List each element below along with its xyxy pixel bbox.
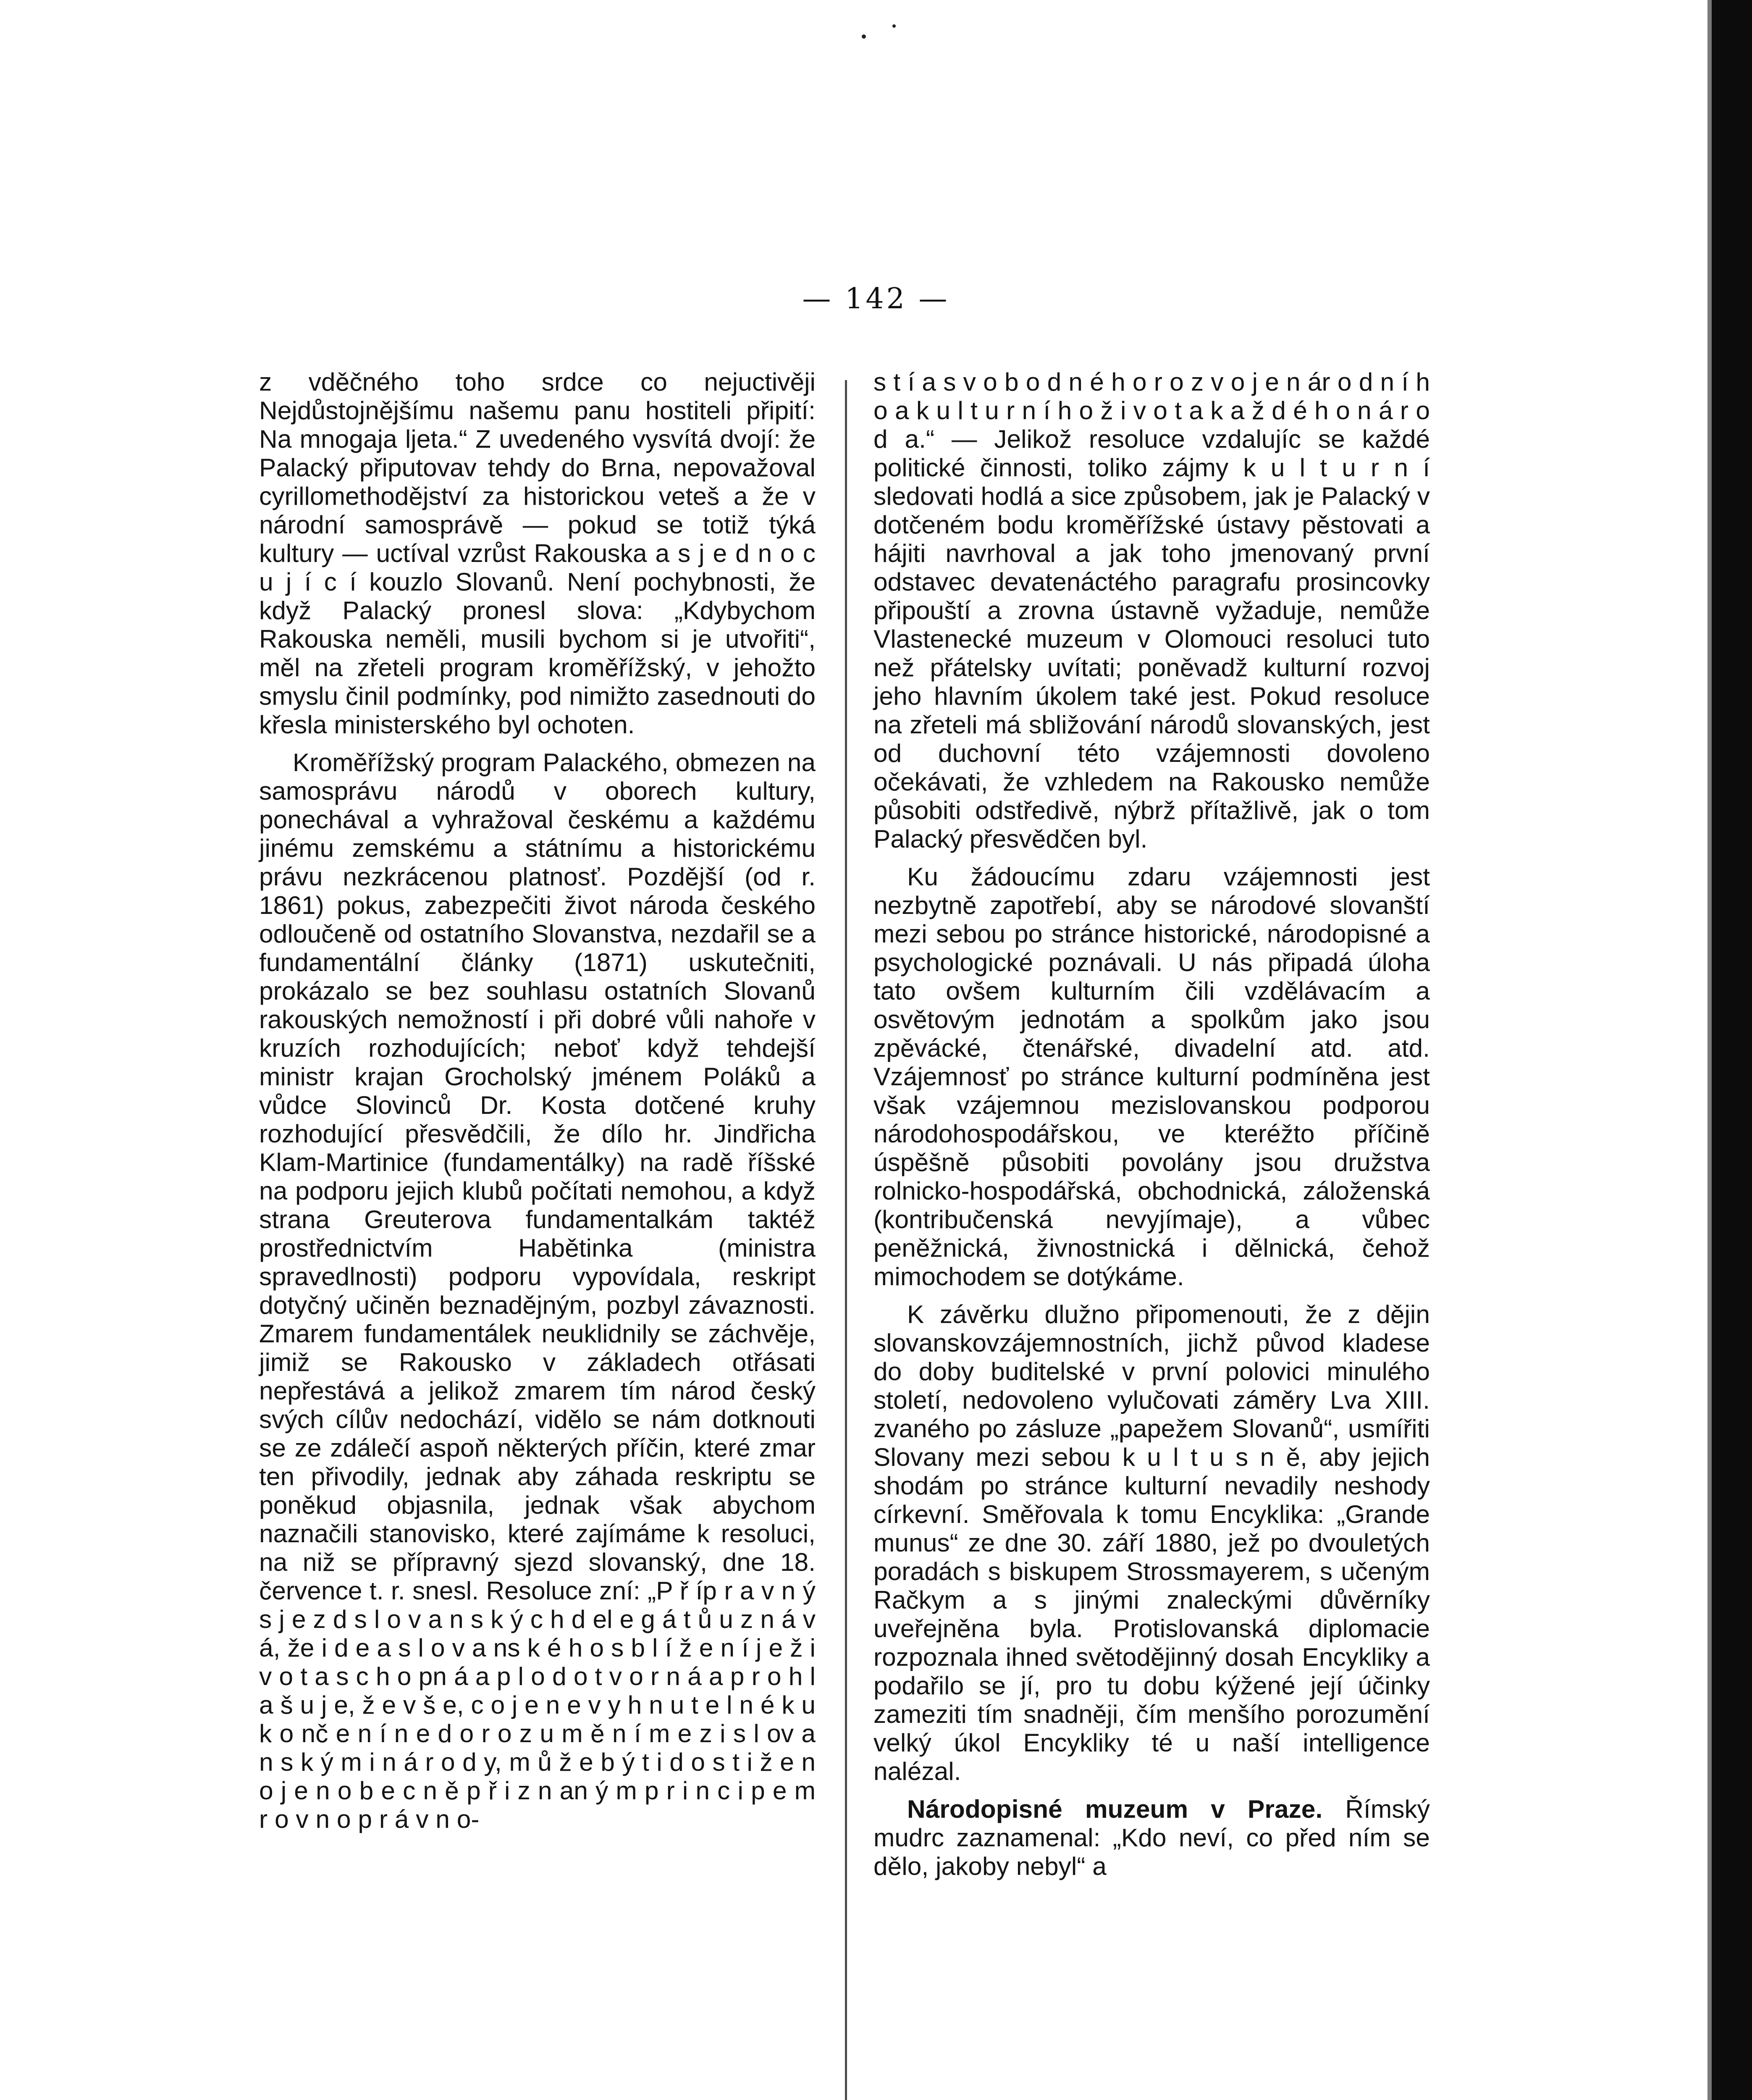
right-paragraph-2: Ku žádoucímu zdaru vzájemnosti jest nezbytně zapotřebí, aby se národové slovanští mezi sebou po stránce historické, národopisné a psychologické poznávali. U nás připadá úloha tato ovšem kulturním čili vzdělávacím a osvětovým jednotám a spolkům jako jsou zpěvácké, čtenářské, divadelní atd. atd. Vzájemnosť po stránce kulturní podmíněna jest však vzájemnou mezislovanskou podporou národohospodářskou, ve kteréžto příčině úspěšně působiti povolány jsou družstva rolnicko-hospodářská, obchodnická, záloženská (kontribučenská nevyjímaje), a vůbec peněžnická, živnostnická i dělnická, čehož mimochodem se dotýkáme. bbox=[873, 862, 1430, 1291]
right-column bbox=[873, 368, 1430, 1880]
section-text: Římský mudrc zaznamenal: „Kdo neví, co před ním se dělo, jakoby nebyl“ a bbox=[873, 1795, 1430, 1880]
scan-speck bbox=[862, 34, 866, 39]
right-paragraph-4 bbox=[873, 1795, 1430, 1880]
left-paragraph-2: Kroměřížský program Palackého, obmezen na samosprávu národů v oborech kultury, ponechával a vyhražoval českému a každému jinému zemskému a státnímu a historickému právu nezkrácenou platnosť. Pozdější (od r. 1861) pokus, zabezpečiti život národa českého odloučeně od ostatního Slovanstva, nezdařil se a fundamentální články (1871) uskutečniti, prokázalo se bez souhlasu ostatních Slovanů rakouských nemožností i při dobré vůli nahoře v kruzích rozhodujících; neboť když tehdejší ministr krajan Grocholský jménem Poláků a vůdce Slovinců Dr. Kosta dotčené kruhy rozhodující přesvědčili, že dílo hr. Jindřicha Klam-Martinice (fundamentálky) na radě říšské na podporu jejich klubů počítati nemohou, a když strana Greuterova fundamentalkám taktéž prostřednictvím Habětinka (ministra spravedlnosti) podporu vypovídala, reskript dotyčný učiněn beznadějným, pozbyl závaznosti. Zmarem fundamentálek neuklidnily se záchvěje, jimiž se Rakousko v základech otřásati nepřestává a jelikož zmarem tím národ český svých cílův nedochází, vidělo se nám dotknouti se ze zdálečí aspoň některých příčin, které zmar ten přivodily, jednak aby záhada reskriptu se poněkud objasnila, jednak však abychom naznačili stanovisko, které zajímáme k resoluci, na niž se přípravný sjezd slovanský, dne 18. července t. r. snesl. Resoluce zní: „P ř íp r a v n ý s j e z d s l o v a n s k ý c h d el e g á t ů u z n á v á, že i d e a s l o v a ns k é h o s b l í ž e n í j e ž i v o t a s c h o pn á a p l o d o t v o r n á a p r o h l a š u j e, ž e v š e, c o j e n e v y h n u t e l n é k u k o nč e n í n e d o r o z u m ě n í m e z i s l ov a n s k ý m i n á r o d y, m ů ž e b ý t i d o s t i ž e n o j e n o b e c n ě p ř i z n an ý m p r i n c i p e m r o v n o p r á v n o- bbox=[259, 748, 816, 1833]
right-paragraph-1: s t í a s v o b o d n é h o r o z v o j e n ár o d n í h o a k u l t u r n í h o ž i v o t a k a ž d é h o n á r o d a.“ — Jelikož resoluce vzdalujíc se každé politické činnosti, toliko zájmy k u l t u r n í sledovati hodlá a sice způsobem, jak je Palacký v dotčeném bodu kroměřížské ústavy pěstovati a hájiti navrhoval a jak toho jmenovaný první odstavec devatenáctého paragrafu prosincovky připouští a zrovna ústavně vyžaduje, nemůže Vlastenecké muzeum v Olomouci resoluci tuto než přátelsky uvítati; poněvadž kulturní rozvoj jeho hlavním úkolem také jest. Pokud resoluce na zřeteli má sbližování národů slovanských, jest od duchovní této vzájemnosti dovoleno očekávati, že vzhledem na Rakousko nemůže působiti odstředivě, nýbrž přítažlivě, jak o tom Palacký přesvědčen byl. bbox=[873, 368, 1430, 853]
left-paragraph-1: z vděčného toho srdce co nejuctivěji Nejdůstojnějšímu našemu panu hostiteli připití: Na mnogaja ljeta.“ Z uvedeného vysvítá dvojí: že Palacký připutovav tehdy do Brna, nepovažoval cyrillomethodějství za historickou veteš a že v národní samosprávě — pokud se totiž týká kultury — uctíval vzrůst Rakouska a s j e d n o c u j í c í kouzlo Slovanů. Není pochybnosti, že když Palacký pronesl slova: „Kdybychom Rakouska neměli, musili bychom si je utvořiti“, měl na zřeteli program kroměřížský, v jehožto smyslu činil podmínky, pod nimižto zasednouti do křesla ministerského byl ochoten. bbox=[259, 368, 816, 739]
column-divider bbox=[845, 380, 847, 2100]
section-heading: Národopisné muzeum v Praze. bbox=[907, 1795, 1323, 1823]
page-number: — 142 — bbox=[802, 282, 950, 315]
right-paragraph-3: K závěrku dlužno připomenouti, že z dějin slovanskovzájemnostních, jichž původ kladese do doby buditelské v první polovici minulého století, nedovoleno vylučovati záměry Lva XIII. zvaného po zásluze „papežem Slovanů“, usmířiti Slovany mezi sebou k u l t u s n ě, aby jejich shodám po stránce kulturní nevadily neshody církevní. Směřovala k tomu Encyklika: „Grande munus“ ze dne 30. září 1880, jež po dvouletých poradách s biskupem Strossmayerem, s učeným Račkym a s jinými znaleckými důvěrníky uveřejněna byla. Protislovanská diplomacie rozpoznala ihned světodějinný dosah Encykliky a podařilo se jí, pro tu dobu kýžené její účinky zameziti tím snadněji, čím menšího porozumění velký úkol Encykliky té u naší intelligence nalézal. bbox=[873, 1300, 1430, 1785]
scan-speck bbox=[892, 24, 896, 28]
left-column bbox=[259, 368, 816, 1833]
